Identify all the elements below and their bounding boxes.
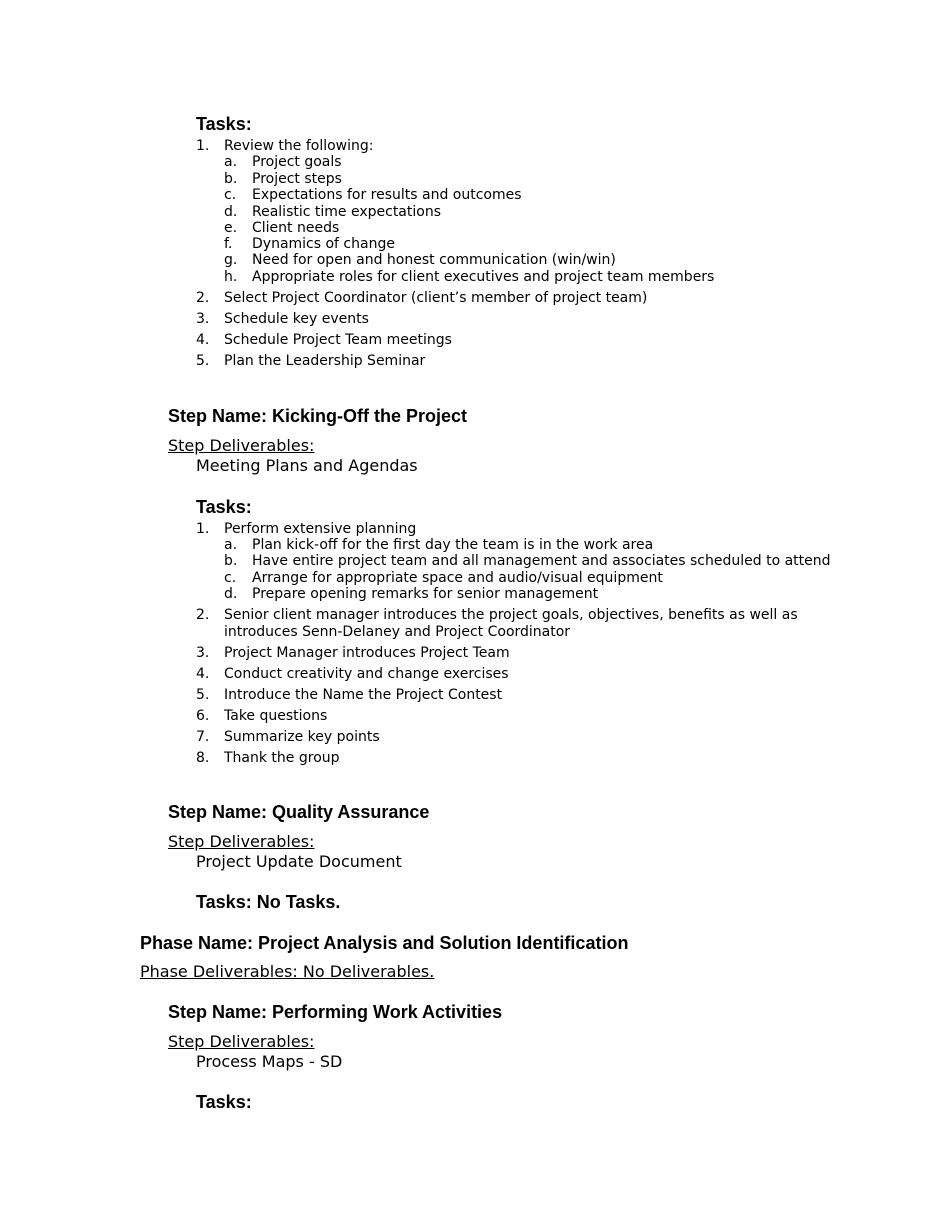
list-text: Conduct creativity and change exercises — [224, 666, 509, 682]
list-number: 4. — [196, 666, 210, 682]
list-item — [196, 666, 896, 682]
list-text: Take questions — [224, 708, 328, 724]
sub-list-item — [224, 269, 924, 285]
sub-list-text: Have entire project team and all management and associates scheduled to attend — [252, 553, 831, 569]
sub-list-text: Arrange for appropriate space and audio/visual equipment — [252, 570, 663, 586]
sub-list-letter: d. — [224, 586, 238, 602]
list-item — [196, 708, 896, 724]
tasks-heading: Tasks: — [196, 114, 252, 134]
sub-list-text: Project steps — [252, 171, 342, 187]
list-item — [196, 138, 896, 154]
list-text: Introduce the Name the Project Contest — [224, 687, 503, 703]
list-number: 2. — [196, 290, 210, 306]
sub-list-item — [224, 236, 924, 252]
tasks-heading: Tasks: — [196, 497, 252, 517]
sub-list-text: Project goals — [252, 154, 342, 170]
list-item — [196, 687, 896, 703]
list-text: Project Manager introduces Project Team — [224, 645, 510, 661]
phase-title: Phase Name: Project Analysis and Solution Identification — [140, 933, 629, 953]
sub-list-letter: a. — [224, 154, 238, 170]
sub-list-letter: h. — [224, 269, 238, 285]
list-item — [196, 521, 896, 537]
sub-list-text: Need for open and honest communication (win/win) — [252, 252, 616, 268]
phase-deliverables: Phase Deliverables: No Deliverables. — [140, 962, 435, 981]
sub-list-item — [224, 171, 924, 187]
list-item — [196, 645, 896, 661]
list-text: Senior client manager introduces the project goals, objectives, benefits as well as — [224, 607, 798, 623]
list-number: 1. — [196, 138, 210, 154]
list-text: Summarize key points — [224, 729, 380, 745]
list-item — [196, 332, 896, 348]
sub-list-item — [224, 586, 924, 602]
list-text: Review the following: — [224, 138, 374, 154]
sub-list-text: Appropriate roles for client executives and project team members — [252, 269, 715, 285]
sub-list-letter: c. — [224, 570, 237, 586]
sub-list-item — [224, 570, 924, 586]
list-text: Plan the Leadership Seminar — [224, 353, 426, 369]
tasks-heading: Tasks: No Tasks. — [196, 892, 341, 912]
sub-list-letter: b. — [224, 171, 238, 187]
sub-list-letter: b. — [224, 553, 238, 569]
list-number: 2. — [196, 607, 210, 623]
step-deliverables-label: Step Deliverables: — [168, 436, 315, 455]
sub-list-item — [224, 537, 924, 553]
list-item — [196, 311, 896, 327]
list-number: 5. — [196, 687, 210, 703]
sub-list-letter: g. — [224, 252, 238, 268]
sub-list-letter: e. — [224, 220, 238, 236]
sub-list-letter: d. — [224, 204, 238, 220]
list-number: 6. — [196, 708, 210, 724]
list-item — [196, 729, 896, 745]
step-deliverable: Process Maps - SD — [196, 1052, 343, 1071]
list-number: 8. — [196, 750, 210, 766]
sub-list-text: Client needs — [252, 220, 340, 236]
list-number: 3. — [196, 311, 210, 327]
list-number: 1. — [196, 521, 210, 537]
list-item — [196, 290, 896, 306]
list-number: 7. — [196, 729, 210, 745]
list-text: Schedule Project Team meetings — [224, 332, 452, 348]
sub-list-text: Dynamics of change — [252, 236, 395, 252]
sub-list-text: Prepare opening remarks for senior management — [252, 586, 599, 602]
sub-list-letter: f. — [224, 236, 233, 252]
sub-list-letter: a. — [224, 537, 238, 553]
step-deliverable: Meeting Plans and Agendas — [196, 456, 418, 475]
sub-list-item — [224, 154, 924, 170]
sub-list-letter: c. — [224, 187, 237, 203]
sub-list-text: Realistic time expectations — [252, 204, 441, 220]
list-item — [196, 353, 896, 369]
sub-list-item — [224, 187, 924, 203]
list-number: 5. — [196, 353, 210, 369]
list-text: Perform extensive planning — [224, 521, 417, 537]
list-number: 4. — [196, 332, 210, 348]
step-deliverable: Project Update Document — [196, 852, 402, 871]
sub-list-text: Expectations for results and outcomes — [252, 187, 522, 203]
sub-list-text: Plan kick-off for the first day the team is in the work area — [252, 537, 654, 553]
list-text: Schedule key events — [224, 311, 369, 327]
list-text-continued: introduces Senn-Delaney and Project Coordinator — [224, 624, 571, 640]
tasks-heading: Tasks: — [196, 1092, 252, 1112]
step-title: Step Name: Performing Work Activities — [168, 1002, 503, 1022]
list-number: 3. — [196, 645, 210, 661]
list-item — [196, 750, 896, 766]
step-deliverables-label: Step Deliverables: — [168, 832, 315, 851]
sub-list-item — [224, 220, 924, 236]
sub-list-item — [224, 252, 924, 268]
list-text: Thank the group — [224, 750, 340, 766]
step-deliverables-label: Step Deliverables: — [168, 1032, 315, 1051]
list-text: Select Project Coordinator (client’s member of project team) — [224, 290, 648, 306]
step-title: Step Name: Quality Assurance — [168, 802, 430, 822]
list-item — [196, 607, 896, 640]
step-title: Step Name: Kicking-Off the Project — [168, 406, 468, 426]
sub-list-item — [224, 553, 924, 569]
sub-list-item — [224, 204, 924, 220]
